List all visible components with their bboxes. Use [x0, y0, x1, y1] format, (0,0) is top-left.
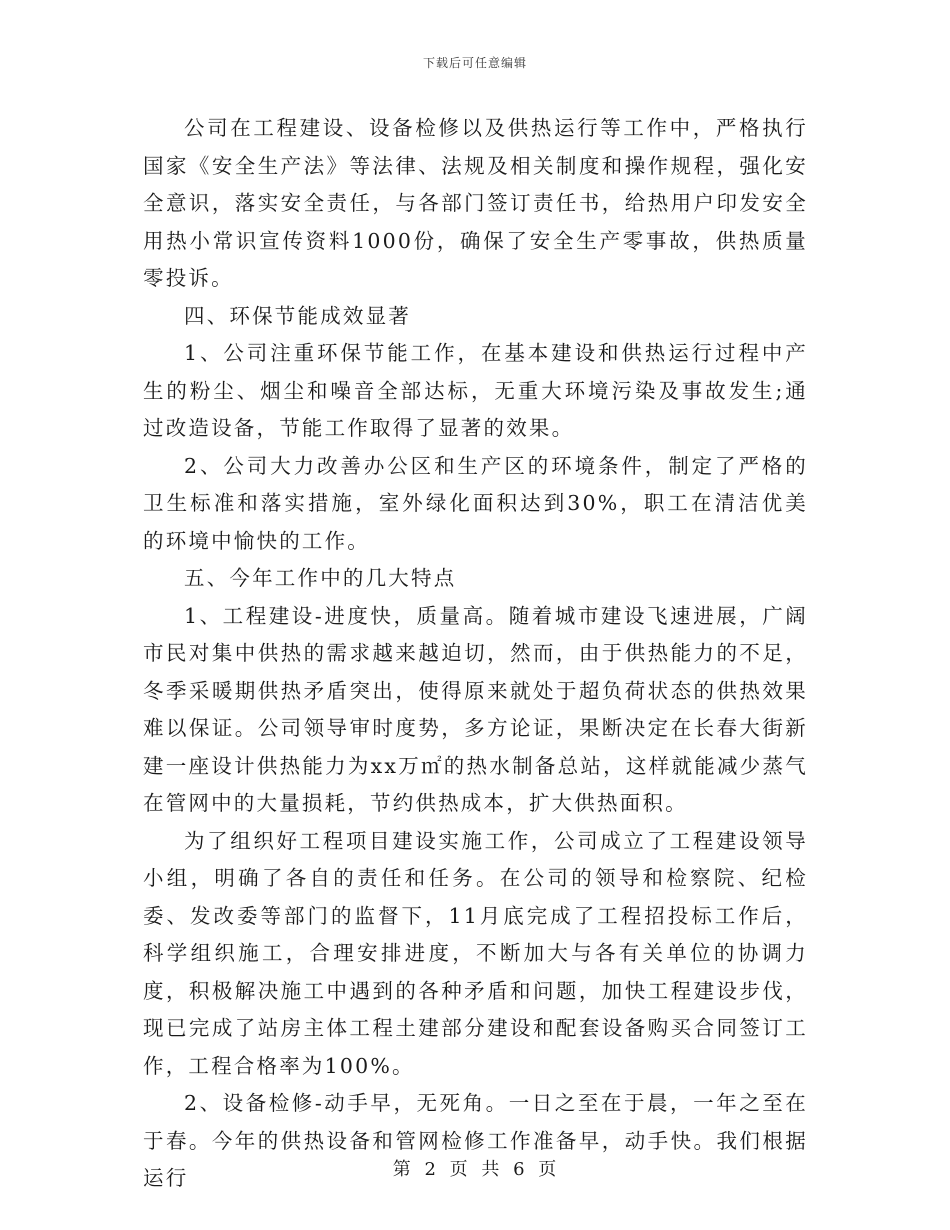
section-heading-environment: 四、环保节能成效显著	[184, 303, 411, 328]
section-heading-features: 五、今年工作中的几大特点	[184, 566, 457, 590]
paragraph-construction: 1、工程建设-进度快，质量高。随着城市建设飞速进展，广阔市民对集中供热的需求越来越迫切，然而，由于供热能力的不足，冬季采暖期供热矛盾突出，使得原来就处于超负荷状态的供热效果难以保证。公司领导审时度势，多方论证，果断决定在长春大街新建一座设计供热能力为xx万㎡的热水制备总站，这样就能减少蒸气在管网中的大量损耗，节约供热成本，扩大供热面积。	[143, 603, 808, 815]
document-body	[143, 110, 808, 1198]
paragraph-environment-1: 1、公司注重环保节能工作，在基本建设和供热运行过程中产生的粉尘、烟尘和噪音全部达标，无重大环境污染及事故发生;通过改造设备，节能工作取得了显著的效果。	[143, 341, 808, 440]
paragraph-safety: 公司在工程建设、设备检修以及供热运行等工作中，严格执行国家《安全生产法》等法律、法规及相关制度和操作规程，强化安全意识，落实安全责任，与各部门签订责任书，给热用户印发安全用热小常识宣传资料1000份，确保了安全生产零事故，供热质量零投诉。	[143, 116, 808, 290]
paragraph-environment-2: 2、公司大力改善办公区和生产区的环境条件，制定了严格的卫生标准和落实措施，室外绿化面积达到30%，职工在清洁优美的环境中愉快的工作。	[143, 453, 808, 553]
page-number: 第 2 页 共 6 页	[392, 1159, 558, 1180]
header-note: 下载后可任意编辑	[422, 56, 527, 70]
paragraph-organization: 为了组织好工程项目建设实施工作，公司成立了工程建设领导小组，明确了各自的责任和任务。在公司的领导和检察院、纪检委、发改委等部门的监督下，11月底完成了工程招投标工作后，科学组织施工，合理安排进度，不断加大与各有关单位的协调力度，积极解决施工中遇到的各种矛盾和问题，加快工程建设步伐，现已完成了站房主体工程土建部分建设和配套设备购买合同签订工作，工程合格率为100%。	[143, 828, 808, 1078]
paragraph-maintenance: 2、设备检修-动手早，无死角。一日之至在于晨，一年之至在于春。今年的供热设备和管网检修工作准备早，动手快。我们根据运行	[143, 1091, 808, 1190]
